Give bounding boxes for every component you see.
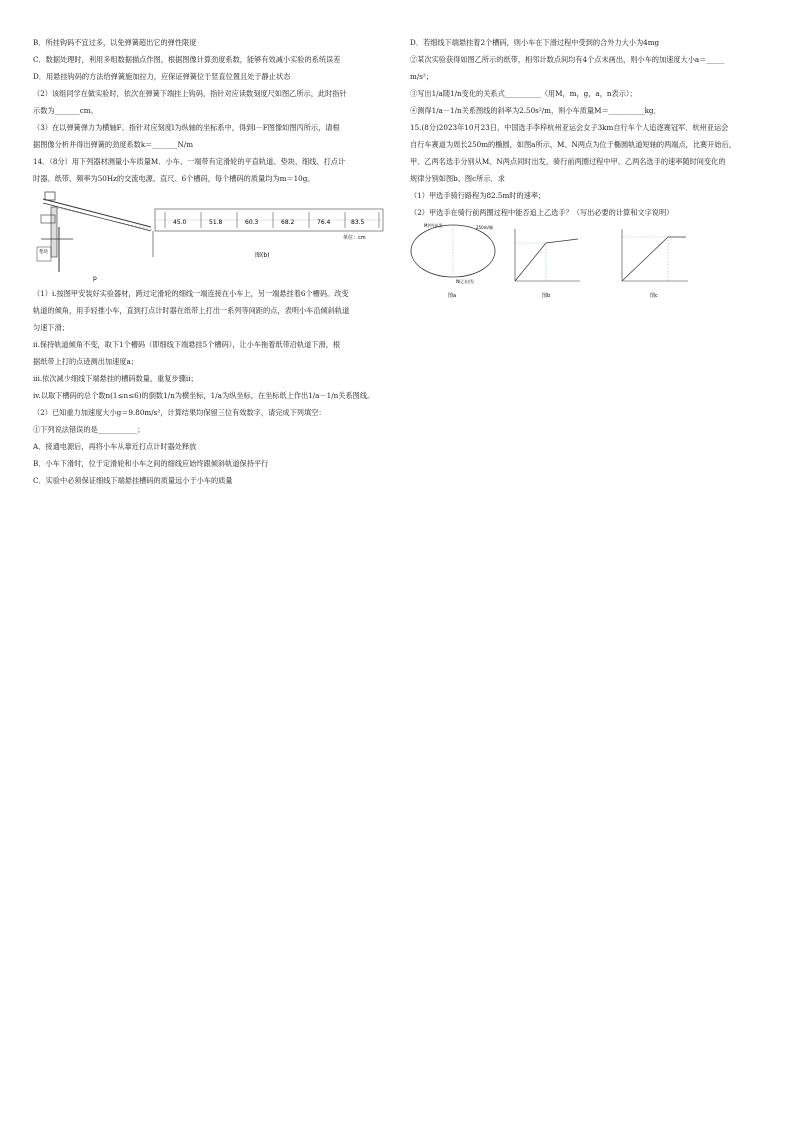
text-line: D．用悬挂钩码的方法给弹簧施加拉力，应保证弹簧位于竖直位置且处于静止状态 — [33, 72, 291, 81]
text-line: （2）甲选手在骑行前两圈过程中能否追上乙选手？（写出必要的计算和文字说明） — [410, 208, 674, 217]
option-line: A．接通电源后，再将小车从靠近打点计时器处释放 — [33, 442, 197, 451]
text-line: 时器、纸带、频率为50Hz的交流电源、直尺、6个槽码，每个槽码的质量均为m＝10g。 — [33, 174, 315, 183]
point-n-label: N(乙)出发 — [456, 279, 475, 284]
text-line: 据纸带上打的点迹测出加速度a； — [33, 357, 138, 366]
text-line: 规律分别如图b、图c所示．求 — [410, 174, 505, 183]
text-line: iv.以取下槽码的总个数n(1≤n≤6)的倒数1/n为横坐标，1/a为纵坐标，在坐标纸上作出1/a－1/n关系图线。 — [33, 391, 375, 400]
text-line: m/s²； — [410, 72, 433, 81]
text-line: （2）该组同学在做实验时，依次在弹簧下端挂上钩码，指针对应读数刻度尺如图乙所示，此时指针 — [33, 89, 347, 98]
right-column — [410, 34, 765, 301]
apparatus-figure — [33, 187, 388, 285]
left-column — [33, 34, 388, 489]
track-length-label: 250m/圈 — [476, 225, 493, 230]
question-14-header: 14．（8分）用下列器材测量小车质量M．小车、一端带有定滑轮的平直轨道、垫块、细线、打点计 — [33, 157, 346, 166]
figure-b — [515, 229, 580, 299]
text-line: B．所挂钩码不宜过多，以免弹簧超出它的弹性限度 — [33, 38, 197, 47]
text-line: 甲、乙两名选手分别从M、N两点同时出发，骑行前两圈过程中甲、乙两名选手的速率随时间变化的 — [410, 157, 726, 166]
text-line: iii.依次减少细线下端悬挂的槽码数量，重复步骤ii； — [33, 374, 198, 383]
figures-abc — [410, 221, 765, 301]
tape-unit: 单位：cm — [343, 235, 366, 241]
figure-a-caption: 图a — [448, 293, 457, 299]
tape-value: 51.8 — [209, 219, 223, 226]
text-line: （3）在以弹簧弹力为横轴F、指针对应刻度l为纵轴的坐标系中，得到l－F图像如图丙所示，请根 — [33, 123, 340, 132]
tape-value: 76.4 — [317, 219, 331, 226]
tape-value: 68.2 — [281, 219, 295, 226]
text-line: （1）i.按图甲安装好实验器材，跨过定滑轮的细线一端连接在小车上，另一端悬挂着6个槽码。改变 — [33, 289, 349, 298]
figure-c — [622, 229, 688, 299]
side-label: 垫块 — [39, 250, 48, 255]
text-line: 自行车赛道为周长250m的椭圆，如图a所示，M、N两点为位于椭圆轨道短轴的两端点，比赛开始后， — [410, 140, 736, 149]
text-line: （2）已知重力加速度大小g＝9.80m/s²，计算结果均保留三位有效数字，请完成下列填空： — [33, 408, 326, 417]
figure-b-caption: 图b — [542, 293, 551, 299]
option-line: C．实验中必须保证细线下端悬挂槽码的质量远小于小车的质量 — [33, 476, 233, 485]
point-m-label: M(甲)出发 — [424, 223, 443, 228]
text-line: C．数据处理时，利用多组数据描点作图，根据图像计算劲度系数，能够有效减小实验的系统误差 — [33, 55, 341, 64]
figure-a-label: p — [93, 275, 97, 282]
text-line: ③写出1/a随1/n变化的关系式__________（用M，m，g，a，n表示）； — [410, 89, 637, 98]
option-line: D．若细线下端悬挂着2个槽码，则小车在下滑过程中受到的合外力大小为4mg — [410, 38, 660, 47]
text-line: ①下列说法错误的是___________； — [33, 425, 145, 434]
figure-c-caption: 图c — [650, 293, 658, 299]
tape-value: 60.3 — [245, 219, 259, 226]
text-line: ii.保持轨道倾角不变，取下1个槽码（即细线下端悬挂5个槽码），让小车拖着纸带沿轨道下滑，根 — [33, 340, 341, 349]
text-line: 匀速下滑； — [33, 323, 69, 332]
figure-b-label: 图(b) — [255, 252, 270, 259]
text-line: 示数为_______cm。 — [33, 106, 98, 115]
text-line: 据图像分析并得出弹簧的劲度系数k＝_______N/m — [33, 140, 194, 149]
text-line: （1）甲选手骑行路程为82.5m时的速率； — [410, 191, 546, 200]
text-line: ②某次实验获得如图乙所示的纸带，相邻计数点间均有4个点未画出，则小车的加速度大小a＝_____ — [410, 55, 725, 64]
apparatus-diagram — [33, 187, 388, 285]
text-line: ④测得1/a－1/n关系图线的斜率为2.50s²/m，则小车质量M＝__________kg． — [410, 106, 661, 115]
tape-value: 83.5 — [351, 219, 365, 226]
tape-value: 45.0 — [173, 219, 187, 226]
option-line: B．小车下滑时，位于定滑轮和小车之间的细线应始终跟倾斜轨道保持平行 — [33, 459, 269, 468]
text-line: 轨道的倾角，用手轻推小车，直到打点计时器在纸带上打出一系列等间距的点，表明小车沿倾斜轨道 — [33, 306, 350, 315]
question-15-header: 15.(8分)2023年10月23日，中国选手李梓杭州亚运会女子3km自行车个人追逐赛冠军．杭州亚运会 — [410, 123, 729, 132]
figure-a — [411, 222, 495, 299]
question-15-figures — [410, 221, 765, 301]
